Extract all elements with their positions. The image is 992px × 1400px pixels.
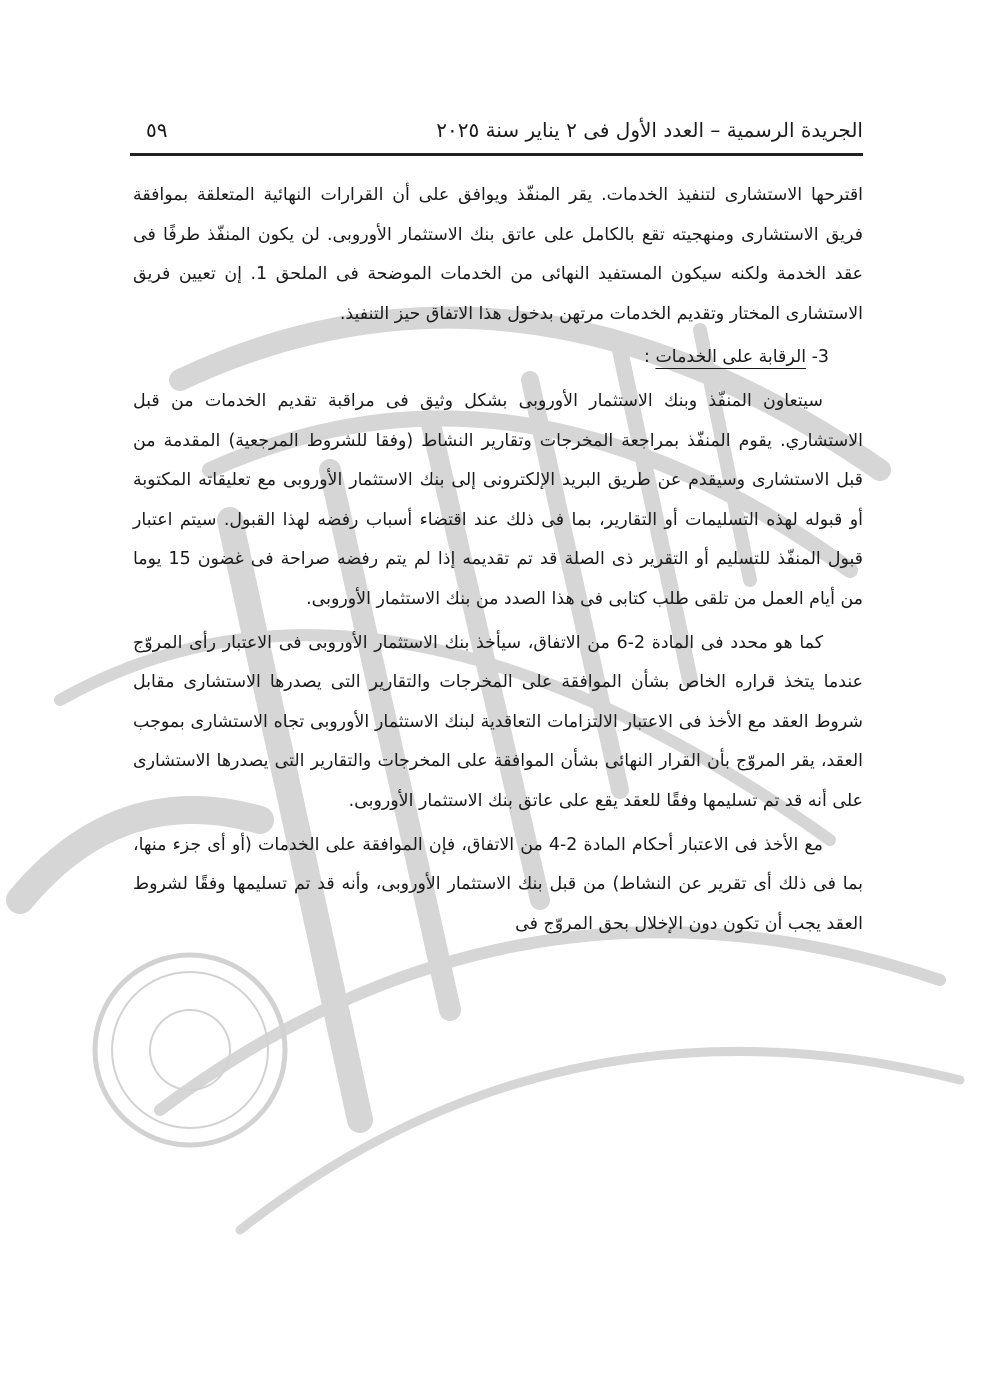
section-colon: :	[644, 347, 650, 368]
paragraph-continuation: اقترحها الاستشارى لتنفيذ الخدمات. يقر المنفّذ ويوافق على أن القرارات النهائية المتعلقة بموافقة فريق الاستشارى ومنهجيته تقع بالكامل على عاتق بنك الاستثمار الأوروبى. لن يكون المنفّذ طرفًا فى عقد الخدمة ولكنه سيكون المستفيد النهائى من الخدمات الموضحة فى الملحق 1. إن تعيين فريق الاستشارى المختار وتقديم الخدمات مرتهن بدخول هذا الاتفاق حيز التنفيذ.	[133, 185, 864, 324]
section-heading	[133, 338, 863, 378]
paragraph-approval: مع الأخذ فى الاعتبار أحكام المادة 2-4 من الاتفاق، فإن الموافقة على الخدمات (أو أى جزء منها، بما فى ذلك أى تقرير عن النشاط) من قبل بنك الاستثمار الأوروبى، وأنه قد تم تسليمها وفقًا لشروط العقد يجب أن تكون دون الإخلال بحق المروّج فى	[133, 834, 863, 934]
header-divider	[130, 153, 863, 156]
document-body	[133, 176, 863, 944]
section-title: الرقابة على الخدمات	[655, 347, 807, 368]
section-number: 3-	[811, 347, 829, 368]
gazette-title: الجريدة الرسمية – العدد الأول فى ٢ يناير سنة ٢٠٢٥	[436, 118, 863, 142]
page-header	[130, 110, 863, 154]
paragraph-promoter-opinion: كما هو محدد فى المادة 2-6 من الاتفاق، سيأخذ بنك الاستثمار الأوروبى فى الاعتبار رأى المروّج عندما يتخذ قراره الخاص بشأن الموافقة على المخرجات والتقارير التى يصدرها الاستشارى مقابل شروط العقد مع الأخذ فى الاعتبار الالتزامات التعاقدية لبنك الاستثمار الأوروبى تجاه الاستشارى بموجب العقد، يقر المروّج بأن القرار النهائى بشأن الموافقة على المخرجات والتقارير التى يصدرها الاستشارى على أنه قد تم تسليمها وفقًا للعقد يقع على عاتق بنك الاستثمار الأوروبى.	[133, 632, 863, 811]
page-number: ٥٩	[146, 118, 168, 142]
paragraph-monitoring: سيتعاون المنفّذ وبنك الاستثمار الأوروبى بشكل وثيق فى مراقبة تقديم الخدمات من قبل الاستشاري. يقوم المنفّذ بمراجعة المخرجات وتقارير النشاط (وفقا للشروط المرجعية) المقدمة من قبل الاستشارى وسيقدم عن طريق البريد الإلكترونى إلى بنك الاستثمار الأوروبى مع تعليقاته المكتوبة أو قبوله لهذه التسليمات أو التقارير، بما فى ذلك عند اقتضاء أسباب رفضه لهذا القبول. سيتم اعتبار قبول المنفّذ للتسليم أو التقرير ذى الصلة قد تم تقديمه إذا لم يتم رفضه صراحة فى غضون 15 يوما من أيام العمل من تلقى طلب كتابى فى هذا الصدد من بنك الاستثمار الأوروبى.	[133, 390, 864, 609]
